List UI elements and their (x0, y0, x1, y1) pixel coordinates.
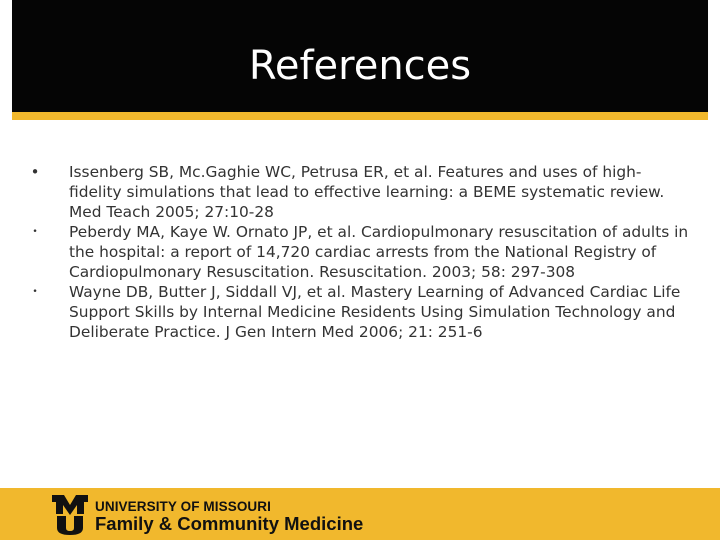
reference-text: Issenberg SB, Mc.Gaghie WC, Petrusa ER, et al. Features and uses of high-fidelity simulations that lead to effective learning: a BEME systematic review. Med Teach 2005; 27:10-28 (69, 163, 665, 221)
reference-text: Peberdy MA, Kaye W. Ornato JP, et al. Cardiopulmonary resuscitation of adults in the hospital: a report of 14,720 cardiac arrests from the National Registry of Cardiopulmonary Resuscitation. Resuscitation. 2003; 58: 297-308 (69, 223, 689, 281)
reference-item (28, 162, 690, 222)
bullet-icon: • (32, 287, 38, 297)
bullet-icon: • (30, 163, 40, 181)
reference-text: Wayne DB, Butter J, Siddall VJ, et al. Mastery Learning of Advanced Cardiac Life Support Skills by Internal Medicine Residents Using Simulation Technology and Deliberate Practice. J Gen Intern Med 2006; 21: 251-6 (69, 283, 681, 341)
reference-item (28, 282, 690, 342)
reference-item (28, 222, 690, 282)
university-name: UNIVERSITY OF MISSOURI (95, 499, 271, 514)
title-accent-stripe (12, 112, 708, 120)
reference-list (28, 162, 690, 342)
slide-title: References (248, 43, 472, 89)
footer-bar (0, 488, 720, 540)
bullet-icon: • (32, 227, 38, 237)
department-name: Family & Community Medicine (95, 513, 364, 534)
mizzou-mu-logo-icon (51, 494, 89, 536)
